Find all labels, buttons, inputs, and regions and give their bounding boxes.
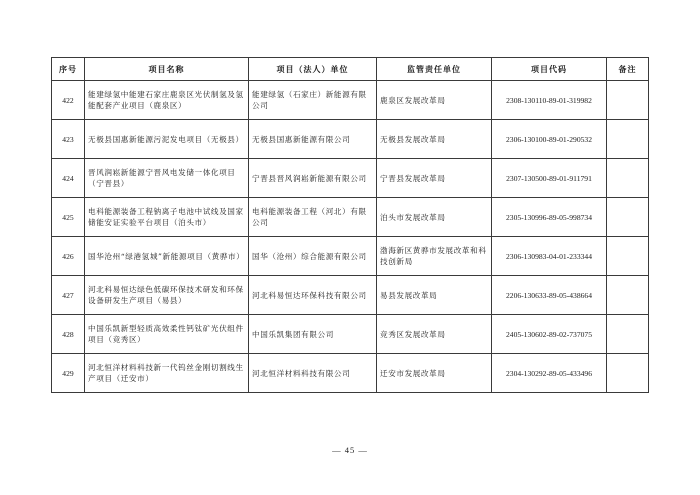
header-no: 序号 — [52, 58, 85, 81]
cell-no: 423 — [52, 120, 85, 159]
cell-note — [607, 354, 649, 393]
header-code: 项目代码 — [492, 58, 607, 81]
table-row — [52, 276, 649, 315]
cell-project-code: 2308-130110-89-01-319982 — [492, 81, 607, 120]
cell-project-code: 2306-130983-04-01-233344 — [492, 237, 607, 276]
cell-supervising-unit: 易县发展改革局 — [377, 276, 492, 315]
cell-project-name: 无极县国惠新能源污泥发电项目（无极县） — [85, 120, 249, 159]
table-body — [52, 81, 649, 393]
table-header-row — [52, 58, 649, 81]
cell-project-code: 2405-130602-89-02-737075 — [492, 315, 607, 354]
table-row — [52, 354, 649, 393]
cell-legal-unit: 国华（沧州）综合能源有限公司 — [249, 237, 377, 276]
cell-no: 429 — [52, 354, 85, 393]
cell-project-name: 能建绿氢中能建石家庄鹿泉区光伏制氢及氢能配套产业项目（鹿泉区） — [85, 81, 249, 120]
cell-legal-unit: 电科能源装备工程（河北）有限公司 — [249, 198, 377, 237]
cell-note — [607, 81, 649, 120]
header-name: 项目名称 — [85, 58, 249, 81]
table-row — [52, 198, 649, 237]
cell-project-name: 国华沧州“绿港氢城”新能源项目（黄骅市） — [85, 237, 249, 276]
cell-project-code: 2304-130292-89-05-433496 — [492, 354, 607, 393]
cell-note — [607, 276, 649, 315]
cell-note — [607, 159, 649, 198]
cell-project-name: 河北科易恒达绿色低碳环保技术研发和环保设备研发生产项目（易县） — [85, 276, 249, 315]
cell-note — [607, 237, 649, 276]
cell-project-code: 2305-130996-89-05-998734 — [492, 198, 607, 237]
cell-supervising-unit: 宁晋县发展改革局 — [377, 159, 492, 198]
cell-legal-unit: 河北恒洋材料科技有限公司 — [249, 354, 377, 393]
cell-note — [607, 198, 649, 237]
cell-supervising-unit: 泊头市发展改革局 — [377, 198, 492, 237]
cell-project-code: 2307-130500-89-01-911791 — [492, 159, 607, 198]
header-note: 备注 — [607, 58, 649, 81]
cell-no: 422 — [52, 81, 85, 120]
cell-project-name: 河北恒洋材料科技新一代钨丝金刚切割线生产项目（迁安市） — [85, 354, 249, 393]
table-row — [52, 237, 649, 276]
cell-supervising-unit: 无极县发展改革局 — [377, 120, 492, 159]
cell-no: 428 — [52, 315, 85, 354]
cell-no: 424 — [52, 159, 85, 198]
cell-project-name: 电科能源装备工程钠离子电池中试线及国家储能安证实验平台项目（泊头市） — [85, 198, 249, 237]
cell-supervising-unit: 迁安市发展改革局 — [377, 354, 492, 393]
table-row — [52, 81, 649, 120]
cell-project-name: 晋风润崧新能源宁晋风电发储一体化项目（宁晋县） — [85, 159, 249, 198]
header-unit: 项目（法人）单位 — [249, 58, 377, 81]
cell-note — [607, 315, 649, 354]
table-row — [52, 120, 649, 159]
cell-note — [607, 120, 649, 159]
cell-legal-unit: 能建绿氢（石家庄）新能源有限公司 — [249, 81, 377, 120]
header-dept: 监管责任单位 — [377, 58, 492, 81]
cell-legal-unit: 宁晋县晋风润崧新能源有限公司 — [249, 159, 377, 198]
project-table — [51, 57, 649, 393]
page-number: — 45 — — [332, 445, 368, 455]
cell-supervising-unit: 渤海新区黄骅市发展改革和科技创新局 — [377, 237, 492, 276]
cell-project-name: 中国乐凯新型轻质高效柔性钙钛矿光伏组件项目（竞秀区） — [85, 315, 249, 354]
cell-legal-unit: 无极县国惠新能源有限公司 — [249, 120, 377, 159]
cell-project-code: 2306-130100-89-01-290532 — [492, 120, 607, 159]
cell-project-code: 2206-130633-89-05-438664 — [492, 276, 607, 315]
cell-no: 425 — [52, 198, 85, 237]
table-row — [52, 159, 649, 198]
cell-legal-unit: 河北科易恒达环保科技有限公司 — [249, 276, 377, 315]
cell-legal-unit: 中国乐凯集团有限公司 — [249, 315, 377, 354]
cell-supervising-unit: 鹿泉区发展改革局 — [377, 81, 492, 120]
cell-no: 426 — [52, 237, 85, 276]
cell-no: 427 — [52, 276, 85, 315]
table-row — [52, 315, 649, 354]
cell-supervising-unit: 竞秀区发展改革局 — [377, 315, 492, 354]
